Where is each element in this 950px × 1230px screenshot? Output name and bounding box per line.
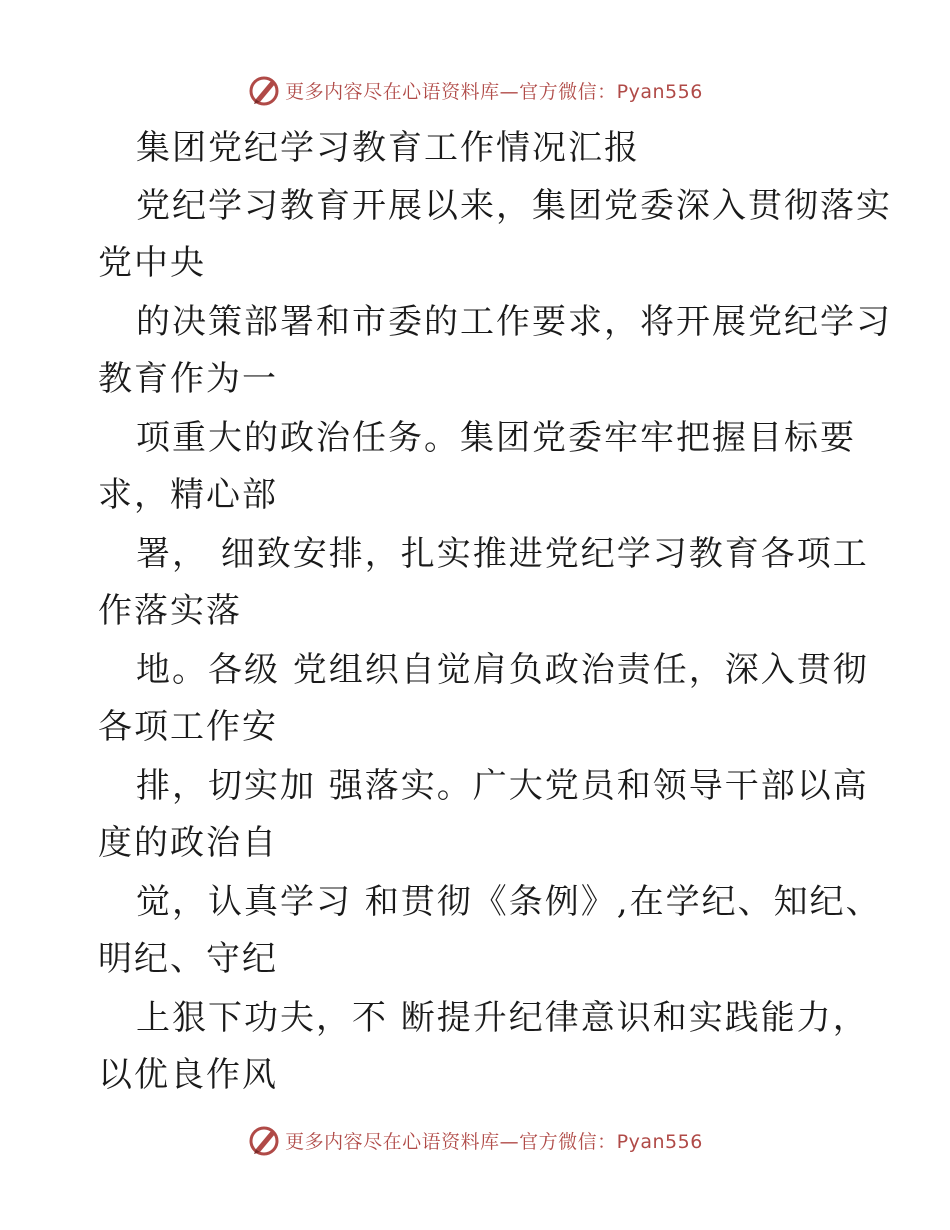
paragraph-line: 度的政治自: [98, 823, 278, 863]
paragraph-line: 教育作为一: [98, 359, 278, 399]
paragraph-line: 署， 细致安排，扎实推进党纪学习教育各项工: [136, 534, 869, 574]
paragraph-line: 上狠下功夫，不 断提升纪律意识和实践能力，: [136, 998, 869, 1038]
footer-banner: [0, 1120, 950, 1160]
pen-logo-icon: [247, 73, 281, 107]
banner-text: 更多内容尽在心语资料库—官方微信：Pyan556: [285, 80, 703, 103]
header-banner: [0, 70, 950, 110]
document-title: 集团党纪学习教育工作情况汇报: [136, 128, 640, 168]
paragraph-line: 的决策部署和市委的工作要求，将开展党纪学习: [136, 302, 892, 342]
paragraph-line: 作落实落: [98, 591, 242, 631]
paragraph-line: 排，切实加 强落实。广大党员和领导干部以高: [136, 766, 869, 806]
pen-logo-icon: [247, 1123, 281, 1157]
paragraph-line: 党中央: [98, 243, 206, 283]
paragraph-line: 党纪学习教育开展以来，集团党委深入贯彻落实: [136, 186, 892, 226]
paragraph-line: 明纪、守纪: [98, 939, 278, 979]
banner-text: 更多内容尽在心语资料库—官方微信：Pyan556: [285, 1130, 703, 1153]
paragraph-line: 地。各级 党组织自觉肩负政治责任，深入贯彻: [136, 650, 869, 690]
paragraph-line: 项重大的政治任务。集团党委牢牢把握目标要: [136, 418, 856, 458]
paragraph-line: 求，精心部: [98, 475, 278, 515]
paragraph-line: 各项工作安: [98, 707, 278, 747]
paragraph-line: 觉，认真学习 和贯彻《条例》,在学纪、知纪、: [136, 882, 882, 922]
paragraph-line: 以优良作风: [98, 1055, 278, 1095]
